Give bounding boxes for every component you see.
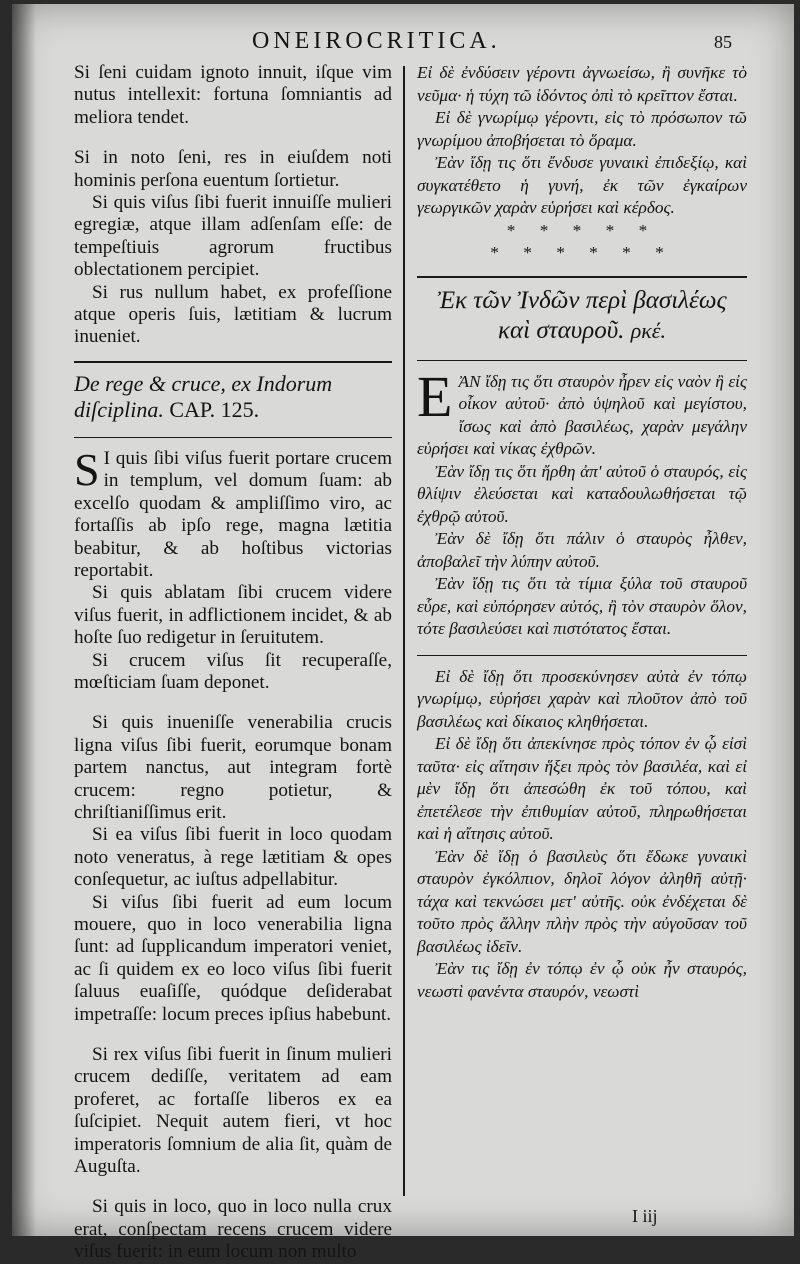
section-rule [417, 276, 747, 278]
greek-paragraph: Ἐὰν ἴδῃ τις ὅτι ἤρθη ἀπ' αὐτοῦ ὁ σταυρός, εἰς θλίψιν ἐλεύσεται καὶ καταδουλωθήσεται τῷ ἐχθρῷ αὐτοῦ. [417, 461, 747, 526]
greek-column [417, 62, 747, 1003]
book-page [12, 4, 794, 1263]
latin-paragraph: Si viſus ſibi fuerit ad eum locum mouere, quo in loco venerabilia ligna ſunt: ad ſupplicandum imperatori veniet, ac ſi quidem ex eo loco viſus ſibi fuerit ſaluus euaſiſſe, quódque deſiderabat impetraſſe: locum preces ipſius habebunt. [74, 891, 392, 1025]
greek-paragraph: Εἰ δὲ ἐνδύσειν γέροντι ἀγνωείσω, ἢ συνῆκε τὸ νεῦμα· ἡ τύχη τῶ ἰδόντος ὀπὶ τὸ κρεῖττον ἔσται. [417, 63, 747, 105]
greek-paragraph: Ἐὰν ἴδῃ τις ὅτι ἔνδυσε γυναικὶ ἐπιδεξίῳ, καὶ συγκατέθετο ἡ γυνή, ἐκ τῶν ἐγκαίρων γεωργικῶν χαρὰν εὑρήσει καὶ κέρδος. [417, 153, 747, 217]
section-rule [417, 655, 747, 656]
latin-paragraph: Si quis ablatam ſibi crucem videre viſus fuerit, in adflictionem incidet, & ab hoſte ſuo redigetur in ſeruitutem. [74, 582, 392, 649]
chapter-title: De rege & cruce, ex Indorum diſciplina. [74, 370, 333, 422]
greek-paragraph: Ἐὰν τις ἴδῃ ἐν τόπῳ ἐν ᾧ οὐκ ἦν σταυρός, νεωστὶ φανέντα σταυρόν, νεωστὶ [417, 959, 747, 1001]
asterisk-line: * * * * * * [490, 242, 674, 262]
page-header [12, 28, 794, 58]
latin-paragraph: Si ea viſus ſibi fuerit in loco quodam noto veneratus, à rege lætitiam & opes conſequetur, ac iuſtus adpellabitur. [74, 824, 392, 891]
asterisk-line: * * * * * [506, 220, 658, 240]
greek-chapter-heading [417, 286, 747, 346]
latin-paragraph: Si rex viſus ſibi fuerit in ſinum mulieri crucem dediſſe, veritatem ad eam proferet, ac fortaſſe liberos ex ea ſuſcipiet. Nequit autem fieri, vt hoc imperatoris ſomnium de alia ſit, quàm de Auguſta. [74, 1044, 392, 1178]
chapter-number: ρκέ. [630, 317, 666, 343]
latin-paragraph: Si in noto ſeni, res in eiuſdem noti hominis perſona euentum ſortietur. [74, 147, 392, 191]
drop-cap: S [74, 443, 100, 495]
greek-paragraph: Ἐὰν δὲ ἴδῃ ὁ βασιλεὺς ὅτι ἔδωκε γυναικὶ σταυρὸν ἐγκόλπιον, δηλοῖ λόγον ἀληθῆ αὐτῇ· τάχα καὶ τεκνώσει μετ' αὐτῆς. οὐκ ἐνδέχεται δὲ τοῦτο πρὸς ἄλλην πλὴν πρὸς τὴν αὐγοῦσαν τοῦ βασιλέως ἰδεῖν. [417, 846, 747, 956]
section-rule [417, 360, 747, 361]
latin-paragraph: Si quis inueniſſe venerabilia crucis ligna viſus ſibi fuerit, eorumque bonam partem nanctus, aut integram fortè crucem: regno potietur, & chriſtianiſſimus erit. [74, 712, 392, 823]
chapter-heading [74, 371, 392, 423]
chapter-number: CAP. 125. [169, 396, 260, 422]
latin-paragraph: S I quis ſibi viſus fuerit portare crucem in templum, vel domum ſuam: ab excelſo quodam & ampliſſimo viro, ac fortaſſis ab ipſo rege, magna lætitia beabitur, & ab hoſtibus victorias reportabit. [74, 443, 392, 581]
greek-paragraph: Εἰ δὲ ἴδῃ ὅτι ἀπεκίνησε πρὸς τόπον ἐν ᾧ εἰσὶ ταῦτα· εἰς αἴτησιν ἥξει πρὸς τὸν βασιλέα, καὶ εἰ μὲν ἴδῃ ὅτι ἀπεσώθη ἐκ τοῦ τόπου, καὶ ἐπετέλεσε τὴν ἐπιθυμίαν αὐτοῦ, πληρωθήσεται καὶ ἡ αἴτησις αὐτοῦ. [417, 734, 747, 843]
running-title: ONEIROCRITICA. [252, 28, 501, 54]
greek-heading-line: καὶ σταυροῦ. [498, 316, 625, 344]
latin-paragraph: Si rus nullum habet, ex profeſſione atque operis ſuis, lætitiam & lucrum inueniet. [74, 281, 392, 348]
greek-paragraph: Ἐὰν ἴδῃ τις ὅτι τὰ τίμια ξύλα τοῦ σταυροῦ εὗρε, καὶ εὐπόρησεν αὐτός, ἢ τὸν σταυρὸν ὅλον, τότε βασιλεύσει καὶ πιστότατος ἔσται. [417, 574, 747, 638]
column-divider [403, 66, 405, 1196]
latin-paragraph: Si crucem viſus ſit recuperaſſe, mœſticiam ſuam deponet. [74, 649, 392, 693]
greek-paragraph: Εἰ δὲ ἴδῃ ὅτι προσεκύνησεν αὐτὰ ἐν τόπῳ γνωρίμῳ, εὑρήσει χαρὰν καὶ πλοῦτον ἀπὸ τοῦ βασιλέως καὶ δίκαιος κληθήσεται. [417, 666, 747, 731]
latin-column [74, 62, 392, 1264]
latin-paragraph: Si ſeni cuidam ignoto innuit, iſque vim nutus intellexit: fortuna ſomniantis ad meliora tendet. [74, 62, 392, 128]
greek-paragraph: Εἰ δὲ γνωρίμῳ γέροντι, εἰς τὸ πρόσωπον τῶ γνωρίμου ἀποβήσεται τὸ ὅραμα. [417, 108, 747, 150]
latin-paragraph: Si quis in loco, quo in loco nulla crux erat, conſpectam recens crucem videre viſus fuerit: in eum locum non multo [74, 1196, 392, 1263]
latin-paragraph: Si quis viſus ſibi fuerit innuiſſe mulieri egregiæ, atque illam adſenſam eſſe: de tempeſtiuis agrorum fructibus oblectationem percipiet. [74, 192, 392, 281]
signature-mark: I iij [632, 1206, 658, 1226]
greek-heading-line: Ἐκ τῶν Ἰνδῶν περὶ βασιλέως [437, 286, 727, 314]
section-rule [74, 361, 392, 363]
page-number: 85 [714, 32, 732, 52]
section-rule [74, 437, 392, 438]
drop-cap: E [417, 363, 453, 429]
greek-paragraph: EἈΝ ἴδῃ τις ὅτι σταυρὸν ἦρεν εἰς ναὸν ἢ εἰς οἶκον αὐτοῦ· ἀπὸ ὑψηλοῦ καὶ μεγίστου, ἴσως καὶ ἀπὸ βασιλέως, χαρὰν μεγάλην εὑρήσει καὶ νίκας ἐχθρῶν. [417, 363, 747, 458]
greek-paragraph: Ἐὰν δὲ ἴδῃ ὅτι πάλιν ὁ σταυρὸς ἦλθεν, ἀποβαλεῖ τὴν λύπην αὐτοῦ. [417, 529, 747, 571]
